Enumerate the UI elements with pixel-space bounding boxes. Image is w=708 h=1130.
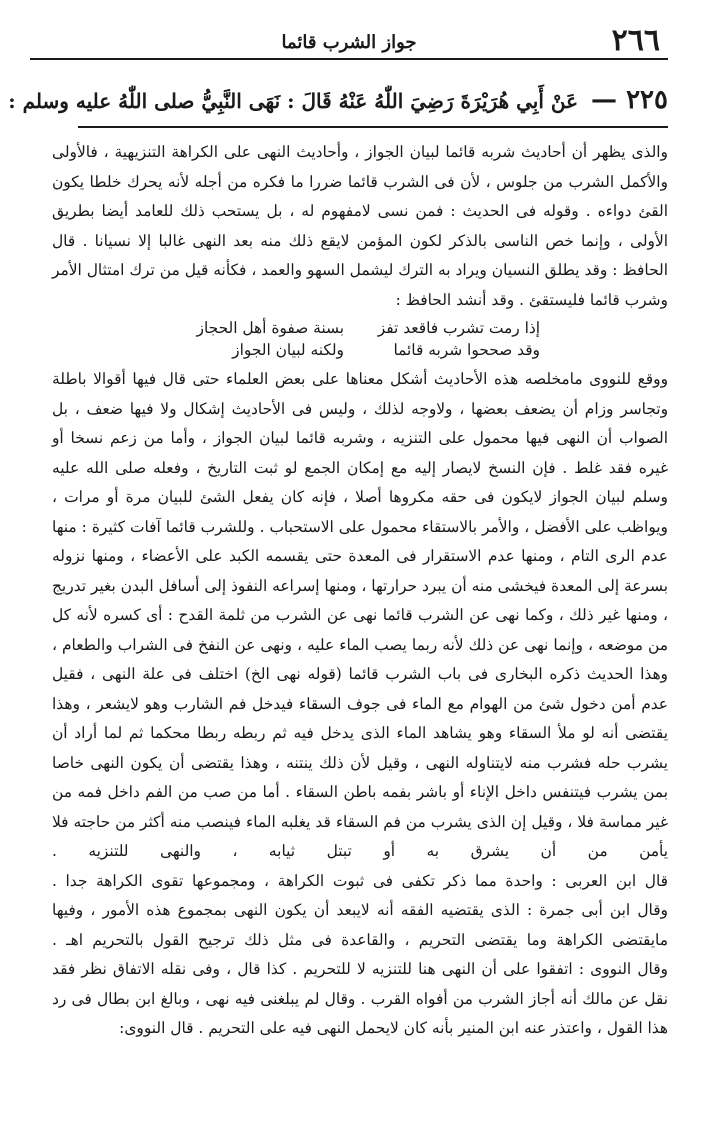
running-title: جواز الشرب قائما [281,32,417,53]
separator-rule [78,126,668,128]
commentary-body [52,138,668,1120]
poem-line [52,317,668,339]
page-header [30,23,668,60]
hadith-number: ٢٢٥ — [591,85,668,115]
poem [52,317,668,361]
poem-hemistich: وقد صححوا شربه قائما [393,341,540,359]
commentary-paragraph: قال ابن العربى : واحدة مما ذكر تكفى فى ثبوت الكراهة ، ومجموعها تقوى الكراهة جدا . [52,871,668,890]
hadith-heading [8,80,668,120]
commentary-paragraph: ووقع للنووى مامخلصه هذه الأحاديث أشكل معناها على بعض العلماء حتى قال فيها أقوالا باطلة وتجاسر وزام أن يضعف بعضها ، ولاوجه لذلك ، وليس فى الأحاديث إشكال ولا فيها ضعف ، بل الصواب أن النهى فيها محمول على التنزيه ، وشربه قائما لبيان الجواز ، وأما من زعم نسخا أو غيره فقد غلط . فإن النسخ لايصار إليه مع إمكان الجمع لو ثبت التاريخ ، وفعله صلى الله عليه وسلم لبيان الجواز لايكون فى حقه مكروها أصلا ، فإنه كان يفعل الشئ للبيان مرة أو مرات ، ويواظب على الأفضل ، والأمر بالاستقاء محمول على الاستحباب . وللشرب قائما آفات كثيرة : منها عدم الرى التام ، ومنها عدم الاستقرار فى المعدة حتى يقسمه الكبد على الأعضاء ، ومنها نزوله بسرعة إلى المعدة فيخشى منه أن يبرد حرارتها ، ومنها إسراعه النفوذ إلى أسافل البدن بغير تدريج ، ومنها غير ذلك ، وكما نهى عن الشرب قائما نهى عن الشرب من ثلمة القدح : أى كسره لأنه كل من موضعه ، وإنما نهى عن ذلك لأنه ربما يصب الماء عليه ، ونهى عن النفخ فى الشراب والطعام ، وهذا الحديث ذكره البخارى فى باب الشرب قائما (قوله نهى الخ) اختلف فى علة النهى ، فقيل عدم أمن دخول شئ من الهوام مع الماء فى جوف السقاء فيدخل فم الشارب وهو لايشعر ، وهذا يقتضى أنه لو ملأ السقاء وهو يشاهد الماء الذى يدخل فيه ثم ربطه ربطا محكما ثم لما أراد أن يشرب حله فشرب منه لايتناوله النهى ، وقيل لأن ذلك ينتنه ، وهذا يقتضى أن يكون النهى خاصا بمن يشرب فيتنفس داخل الإناء أو باشر بفمه باطن السقاء . أما من صب من الفم داخل فمه من غير مماسة فلا ، وقيل إن الذى يشرب من فم السقاء قد يغلبه الماء فينصب منه أكثر من حاجته فلا يأمن من أن يشرق به أو تبتل ثيابه ، والنهى للتنزيه . [52,370,668,860]
page-number: ٢٦٦ [611,23,660,58]
commentary-paragraph: والذى يظهر أن أحاديث شربه قائما لبيان الجواز ، وأحاديث النهى على الكراهة التنزيهية ، فالأولى والأكمل الشرب من جلوس ، لأن فى الشرب قائما ضررا ما فكره من أجله لأنه يحرك خلطا يكون القئ دواءه . وقوله فى الحديث : فمن نسى لامفهوم له ، بل يستحب ذلك للعامد أيضا بطريق الأولى ، وإنما خص الناسى بالذكر لكون المؤمن لايقع ذلك منه بعد النهى غالبا إلا نسيانا . قال الحافظ : وقد يطلق النسيان ويراد به الترك ليشمل السهو والعمد ، فكأنه قيل من ترك امتثال الأمر وشرب قائما فليستقئ . وقد أنشد الحافظ : [52,143,668,309]
hadith-text: عَنْ أَبِي هُرَيْرَةَ رَضِيَ اللّٰهُ عَنْهُ قَالَ : نَهَى النَّبِيُّ صلى اللّٰهُ عليه وسلم : [8,89,579,113]
commentary-paragraph: وقال ابن أبى جمرة : الذى يقتضيه الفقه أنه لايبعد أن يكون النهى بمجموع هذه الأمور ، وفيها مايقتضى الكراهة وما يقتضى التحريم ، والقاعدة فى مثل ذلك ترجيح القول بالتحريم اهـ . [52,901,668,949]
poem-hemistich: إذا رمت تشرب فاقعد تفز [377,319,540,337]
poem-hemistich: بسنة صفوة أهل الحجاز [196,319,344,337]
poem-hemistich: ولكنه لبيان الجواز [232,341,344,359]
commentary-paragraph: وقال النووى : اتفقوا على أن النهى هنا للتنزيه لا للتحريم . كذا قال ، وفى نقله الاتفاق نظر فقد نقل عن مالك أنه أجاز الشرب من أفواه القرب . وقال لم يبلغنى فيه نهى ، وبالغ ابن بطال فى رد هذا القول ، واعتذر عنه ابن المنير بأنه كان لايحمل النهى فيه على التحريم . قال النووى: [52,960,668,1037]
poem-line [52,339,668,361]
